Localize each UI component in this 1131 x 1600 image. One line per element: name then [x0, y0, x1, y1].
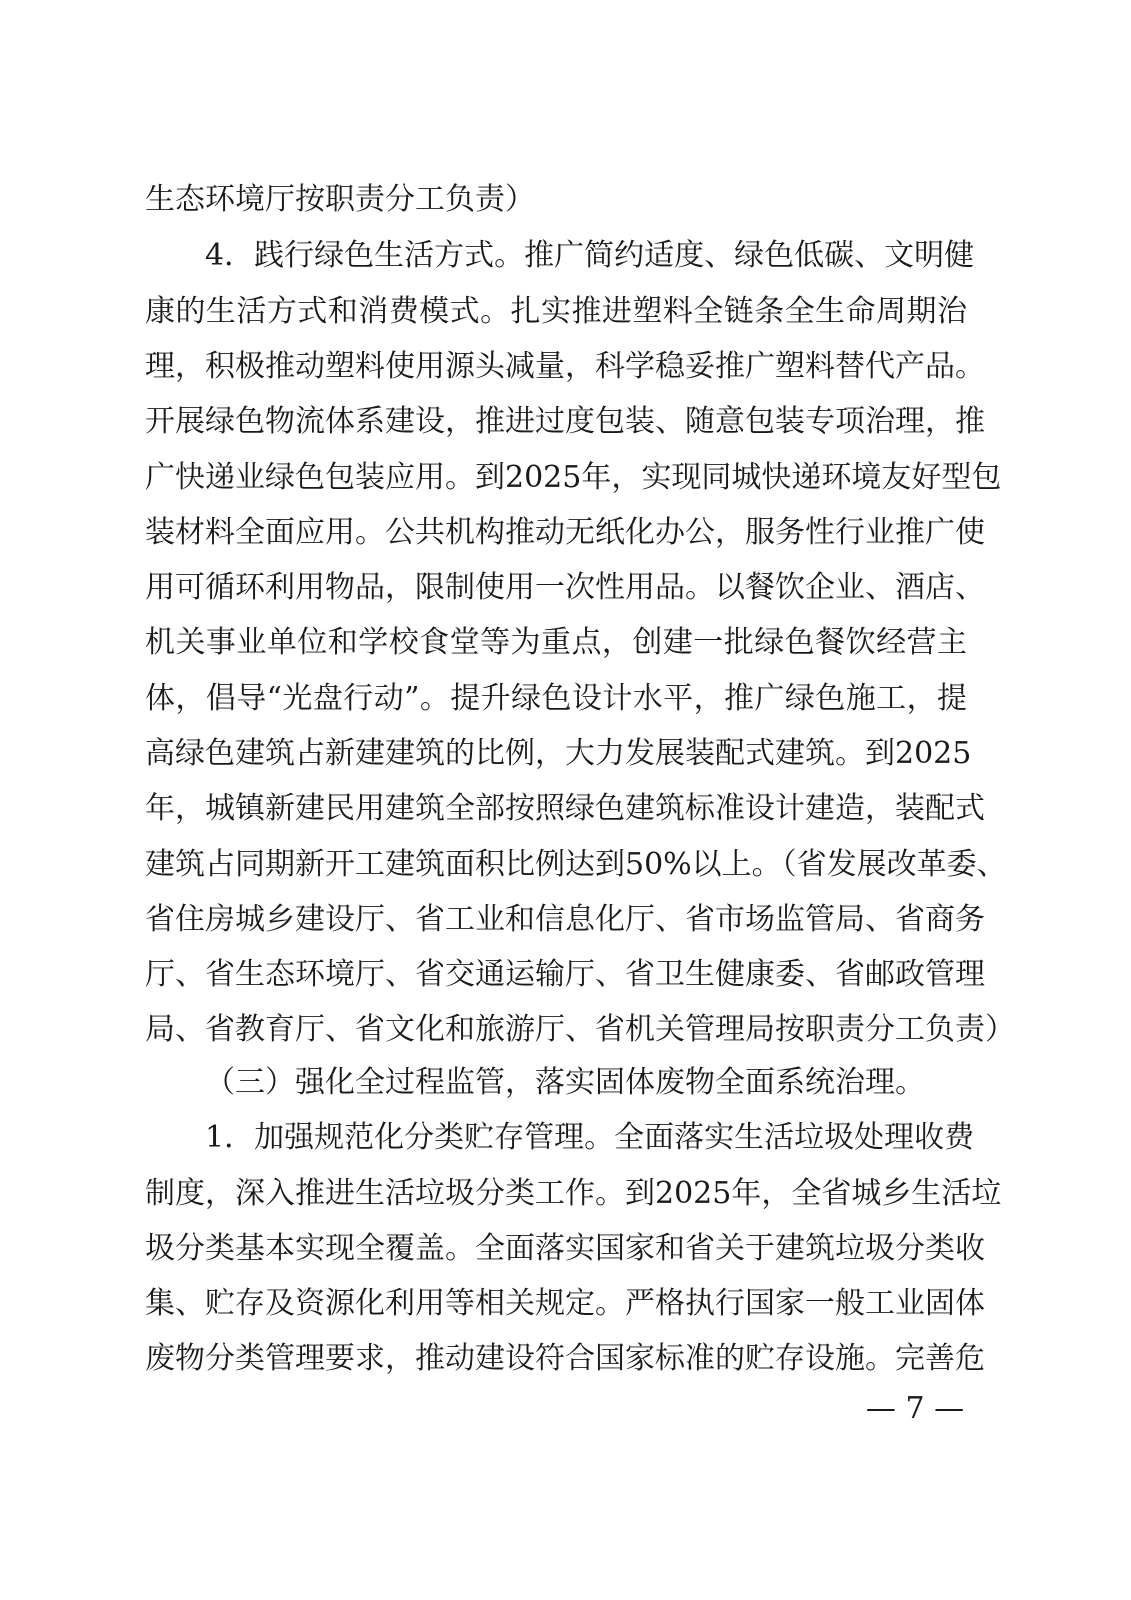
text-line: 广快递业绿色包装应用。到2025年，实现同城快递环境友好型包: [145, 460, 1002, 495]
text-line: 集、贮存及资源化利用等相关规定。严格执行国家一般工业固体: [145, 1286, 985, 1321]
text-line: 圾分类基本实现全覆盖。全面落实国家和省关于建筑垃圾分类收: [145, 1231, 985, 1266]
text-line: 制度，深入推进生活垃圾分类工作。到2025年，全省城乡生活垃: [145, 1176, 1002, 1211]
text-line: 开展绿色物流体系建设，推进过度包装、随意包装专项治理，推: [145, 404, 985, 439]
text-line: 省住房城乡建设厅、省工业和信息化厅、省市场监管局、省商务: [145, 902, 985, 937]
text-line: 厅、省生态环境厅、省交通运输厅、省卫生健康委、省邮政管理: [145, 957, 985, 992]
text-line: 用可循环利用物品，限制使用一次性用品。以餐饮企业、酒店、: [145, 570, 985, 605]
text-line: 体，倡导“光盘行动”。提升绿色设计水平，推广绿色施工，提: [145, 681, 967, 716]
text-line: 康的生活方式和消费模式。扎实推进塑料全链条全生命周期治: [145, 294, 967, 329]
item-heading-line: 4．践行绿色生活方式。推广简约适度、绿色低碳、文明健: [205, 238, 975, 273]
text-line: 废物分类管理要求，推动建设符合国家标准的贮存设施。完善危: [145, 1341, 985, 1376]
section-heading-line: （三）强化全过程监管，落实固体废物全面系统治理。: [205, 1065, 925, 1100]
text-line: 局、省教育厅、省文化和旅游厅、省机关管理局按职责分工负责）: [145, 1012, 1015, 1047]
page-number: — 7 —: [865, 1391, 965, 1426]
text-line: 机关事业单位和学校食堂等为重点，创建一批绿色餐饮经营主: [145, 625, 967, 660]
item-heading-line: 1．加强规范化分类贮存管理。全面落实生活垃圾处理收费: [205, 1120, 975, 1155]
text-line: 生态环境厅按职责分工负责）: [145, 182, 535, 217]
text-line: 建筑占同期新开工建筑面积比例达到50%以上。（省发展改革委、: [145, 847, 1007, 882]
text-line: 理，积极推动塑料使用源头减量，科学稳妥推广塑料替代产品。: [145, 349, 985, 384]
text-line: 年，城镇新建民用建筑全部按照绿色建筑标准设计建造，装配式: [145, 791, 985, 826]
text-line: 装材料全面应用。公共机构推动无纸化办公，服务性行业推广使: [145, 515, 985, 550]
text-line: 高绿色建筑占新建建筑的比例，大力发展装配式建筑。到2025: [145, 736, 972, 771]
